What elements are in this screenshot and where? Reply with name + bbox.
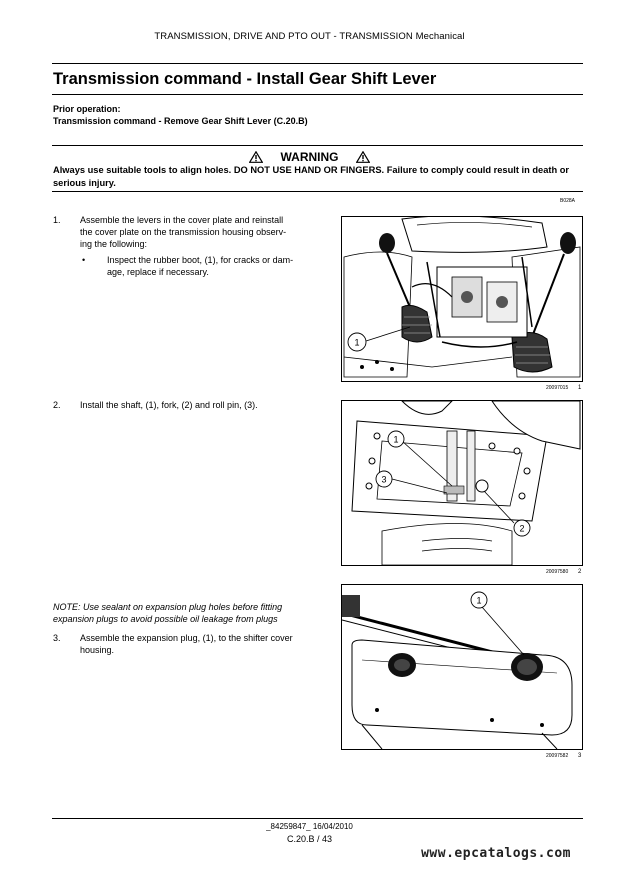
figure-callout: 2 bbox=[519, 523, 525, 534]
warning-code: B028A bbox=[560, 198, 576, 204]
footer-page-number: C.20.B / 43 bbox=[286, 834, 333, 844]
step-text: Install the shaft, (1), fork, (2) and roll pin, (3). bbox=[80, 400, 258, 410]
figure-callout: 1 bbox=[476, 595, 482, 606]
warning-heading bbox=[0, 150, 619, 164]
figure-id: 20097580 bbox=[546, 569, 569, 575]
figure-callout: 1 bbox=[354, 337, 360, 348]
warning-text: Always use suitable tools to align holes. DO NOT USE HAND OR FINGERS. Failure to comply could result in death or serious injury. bbox=[53, 165, 570, 188]
shaft-fork-illustration bbox=[342, 401, 582, 565]
header-rule bbox=[52, 63, 583, 64]
watermark[interactable]: www.epcatalogs.com bbox=[421, 846, 571, 861]
bullet-icon: • bbox=[82, 255, 86, 265]
note-line: expansion plugs to avoid possible oil leakage from plugs bbox=[53, 613, 278, 624]
title-rule bbox=[52, 94, 583, 95]
figure-callout: 1 bbox=[393, 434, 399, 445]
figure-1 bbox=[341, 216, 583, 382]
warning-top-rule bbox=[52, 145, 583, 146]
step-line: Assemble the levers in the cover plate and reinstall bbox=[80, 215, 284, 225]
prior-operation-label: Prior operation: bbox=[53, 104, 121, 114]
figure-id: 20097015 bbox=[546, 385, 569, 391]
figure-id: 20097582 bbox=[546, 753, 569, 759]
figure-index: 1 bbox=[578, 385, 582, 391]
warning-triangle-icon bbox=[249, 151, 263, 163]
footer-doc: _84259847_ 16/04/2010 bbox=[266, 822, 353, 831]
step-line: Inspect the rubber boot, (1), for cracks or dam- bbox=[107, 255, 294, 265]
footer-rule bbox=[52, 818, 583, 819]
running-header: TRANSMISSION, DRIVE AND PTO OUT - TRANSMISSION Mechanical bbox=[154, 31, 465, 42]
step-line: Assemble the expansion plug, (1), to the shifter cover bbox=[80, 633, 293, 643]
figure-index: 2 bbox=[578, 569, 582, 575]
note-text bbox=[53, 602, 333, 626]
step-line: ing the following: bbox=[80, 238, 148, 249]
figure-index: 3 bbox=[578, 753, 582, 759]
page-title: Transmission command - Install Gear Shift Lever bbox=[53, 70, 437, 88]
warning-title: WARNING bbox=[280, 150, 339, 164]
step-line: age, replace if necessary. bbox=[107, 266, 209, 277]
figure-3 bbox=[341, 584, 583, 750]
step-number: 1. bbox=[53, 215, 61, 225]
step-line: housing. bbox=[80, 644, 115, 655]
expansion-plug-illustration bbox=[342, 585, 582, 749]
warning-bottom-rule bbox=[52, 191, 583, 192]
transmission-cover-illustration bbox=[342, 217, 582, 381]
step-number: 2. bbox=[53, 400, 61, 410]
step-text bbox=[80, 215, 330, 250]
figure-2 bbox=[341, 400, 583, 566]
prior-operation-link[interactable]: Transmission command - Remove Gear Shift Lever (C.20.B) bbox=[53, 116, 308, 126]
warning-triangle-icon bbox=[356, 151, 370, 163]
step-text bbox=[80, 633, 330, 657]
step-line: the cover plate on the transmission housing observ- bbox=[80, 226, 287, 237]
step-number: 3. bbox=[53, 633, 61, 643]
note-line: NOTE: Use sealant on expansion plug holes before fitting bbox=[53, 602, 283, 612]
figure-callout: 3 bbox=[381, 474, 387, 485]
sub-step-text bbox=[107, 255, 327, 279]
